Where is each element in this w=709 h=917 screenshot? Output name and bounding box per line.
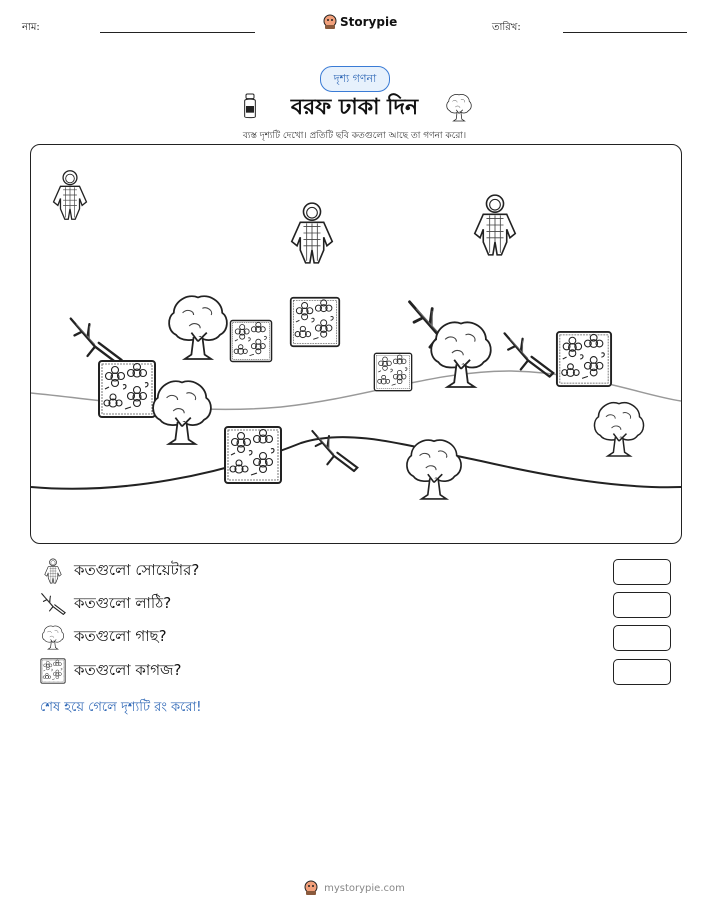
- answer-box[interactable]: [613, 659, 671, 685]
- stick-icon: [505, 333, 554, 376]
- brand-name: Storypie: [340, 15, 398, 29]
- footer-site: mystorypie.com: [324, 882, 405, 894]
- scene-canvas: [31, 145, 681, 543]
- date-field[interactable]: [563, 32, 687, 33]
- question-row: [40, 658, 181, 684]
- front-hill-line: [31, 437, 681, 489]
- answer-box[interactable]: [613, 559, 671, 585]
- tree-icon: [594, 403, 643, 456]
- storypie-logo-icon: [304, 880, 318, 896]
- paper-icon: [230, 320, 271, 361]
- bottle-icon: [240, 92, 260, 120]
- brand-logo: [323, 14, 397, 30]
- instructions: ব্যস্ত দৃশ্যটি দেখো। প্রতিটি ছবি কতগুলো আছে তা গণনা করো।: [242, 131, 467, 141]
- tree-icon: [40, 624, 66, 650]
- question-row: [40, 591, 171, 617]
- worksheet-badge: দৃশ্য গণনা: [320, 66, 390, 92]
- paper-icon: [225, 427, 281, 483]
- tree-icon: [153, 381, 211, 444]
- question-text: কতগুলো সোয়েটার?: [74, 560, 200, 579]
- name-label: নাম:: [22, 22, 40, 33]
- sweater-icon: [475, 195, 516, 255]
- tree-icon: [445, 92, 473, 122]
- question-row: [40, 624, 167, 650]
- stick-icon: [71, 319, 121, 364]
- sweater-icon: [40, 558, 66, 584]
- answer-box[interactable]: [613, 592, 671, 618]
- page-title: বরফ ঢাকা দিন: [290, 95, 419, 120]
- tree-icon: [169, 296, 227, 359]
- footer: [0, 880, 709, 896]
- tree-icon: [407, 440, 461, 499]
- question-text: কতগুলো গাছ?: [74, 626, 167, 645]
- question-text: কতগুলো কাগজ?: [74, 660, 182, 679]
- stick-icon: [40, 591, 66, 617]
- answer-box[interactable]: [613, 625, 671, 651]
- closing-instruction: শেষ হয়ে গেলে দৃশ্যটি রং করো!: [40, 700, 202, 715]
- question-text: কতগুলো লাঠি?: [74, 593, 172, 612]
- sweater-icon: [292, 203, 333, 263]
- paper-icon: [557, 332, 611, 386]
- sweater-icon: [54, 171, 87, 220]
- date-label: তারিখ:: [492, 22, 521, 33]
- name-field[interactable]: [100, 32, 255, 33]
- counting-scene: [30, 144, 682, 544]
- paper-icon: [99, 361, 155, 417]
- paper-icon: [374, 353, 411, 390]
- paper-icon: [291, 298, 340, 347]
- question-row: [40, 558, 199, 584]
- paper-icon: [40, 658, 66, 684]
- storypie-logo-icon: [323, 14, 337, 30]
